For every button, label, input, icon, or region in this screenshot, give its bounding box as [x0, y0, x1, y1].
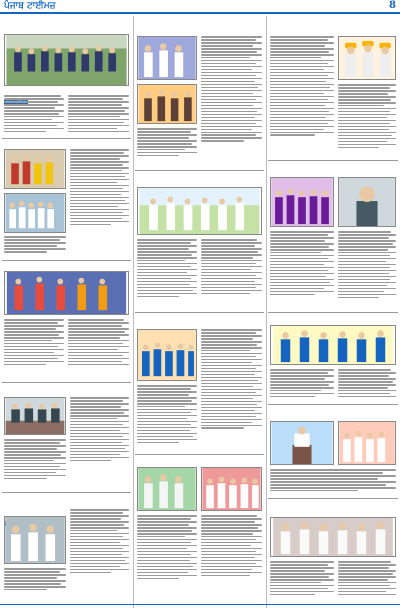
- story-body: [338, 84, 396, 156]
- story-headline: [268, 313, 398, 315]
- story-photo: [137, 329, 197, 381]
- story-body: [270, 36, 334, 156]
- story-photo: [270, 177, 334, 227]
- story-col3-a: [268, 18, 398, 158]
- story-body: [338, 561, 396, 601]
- story-body: [137, 239, 197, 309]
- story-body: [137, 515, 197, 601]
- column-rule: [133, 16, 134, 608]
- function-photo-icon: [271, 326, 395, 364]
- story-headline: [2, 261, 131, 263]
- story-body: [201, 515, 262, 601]
- story-photo: [270, 517, 396, 557]
- story-col1-e: [2, 492, 131, 602]
- performance-photo-icon: [5, 272, 128, 314]
- students-photo-icon: [5, 194, 65, 232]
- story-photo: [4, 271, 129, 315]
- story-photo: [137, 36, 197, 80]
- story-col2-b: [135, 170, 264, 310]
- story-body: [137, 385, 197, 451]
- story-col1-d: [2, 382, 131, 490]
- story-body: [338, 231, 396, 309]
- crowd-photo-icon: [5, 35, 128, 85]
- story-photo: [4, 149, 66, 189]
- story-body: [4, 439, 66, 489]
- story-body: [68, 319, 129, 379]
- column-rule: [266, 16, 267, 608]
- story-body: [338, 369, 396, 401]
- story-headline: [2, 493, 131, 495]
- story-body: [270, 561, 334, 601]
- story-photo: [4, 397, 66, 435]
- award-photo-icon: [138, 37, 196, 79]
- story-col3-e: [268, 498, 398, 602]
- story-photo: [4, 516, 66, 564]
- story-headline: [268, 405, 398, 407]
- page-number: 8: [389, 0, 396, 11]
- story-photo: [338, 177, 396, 227]
- story-photo: [137, 187, 262, 235]
- story-col1-b: [2, 138, 131, 258]
- story-photo: [270, 421, 334, 465]
- story-photo: [201, 467, 262, 511]
- story-col2-c: [135, 312, 264, 452]
- dignitaries-photo-icon: [271, 518, 395, 556]
- story-photo: [338, 36, 396, 80]
- page-footer: [0, 604, 400, 612]
- meeting-photo-icon: [5, 398, 65, 434]
- story-col3-d: [268, 404, 398, 496]
- story-body: [137, 128, 197, 166]
- ceremony-photo-icon: [138, 468, 196, 510]
- classroom-photo-icon: [138, 330, 196, 380]
- story-headline: [135, 171, 264, 173]
- leader-photo-icon: [339, 37, 395, 79]
- story-headline: [2, 139, 131, 141]
- story-col3-b: [268, 160, 398, 310]
- story-photo: [137, 84, 197, 124]
- story-photo: [338, 421, 396, 465]
- story-body: [4, 236, 66, 256]
- officials-photo-icon: [5, 517, 65, 563]
- field-photo-icon: [138, 188, 261, 234]
- story-photo: [270, 325, 396, 365]
- story-col1-a: [2, 18, 131, 136]
- story-headline: [268, 161, 398, 163]
- story-body: [270, 231, 334, 309]
- story-body: [201, 329, 262, 451]
- story-headline: [135, 313, 264, 315]
- podium-photo-icon: [271, 422, 333, 464]
- story-col2-d: [135, 454, 264, 602]
- masthead-title: ਪੰਜਾਬ ਟਾਈਮਜ਼: [4, 1, 56, 11]
- story-body: [201, 239, 262, 309]
- story-body: [70, 509, 129, 601]
- story-body: [68, 95, 129, 135]
- story-body: [4, 568, 66, 600]
- story-headline: [2, 383, 131, 385]
- team-photo-icon: [271, 178, 333, 226]
- story-headline: [268, 18, 398, 20]
- story-col1-c: [2, 260, 131, 380]
- story-headline: [135, 455, 264, 457]
- story-body: [270, 369, 334, 401]
- story-col2-a: [135, 18, 264, 168]
- story-body: [270, 469, 396, 495]
- story-headline: [2, 18, 131, 20]
- masthead: [0, 0, 400, 14]
- story-photo: [4, 34, 129, 86]
- story-body: [70, 397, 129, 489]
- story-headline: [268, 499, 398, 501]
- story-photo: [137, 467, 197, 511]
- story-col3-c: [268, 312, 398, 402]
- story-body: [70, 149, 129, 255]
- story-body: [201, 36, 262, 166]
- story-headline: [135, 18, 264, 20]
- story-photo: [4, 193, 66, 233]
- group-photo-icon: [339, 422, 395, 464]
- stage-photo-icon: [138, 85, 196, 123]
- group-photo-icon: [202, 468, 261, 510]
- story-body: [4, 95, 64, 135]
- portrait-photo-icon: [339, 178, 395, 226]
- group-photo-icon: [5, 150, 65, 188]
- story-body: [4, 319, 64, 379]
